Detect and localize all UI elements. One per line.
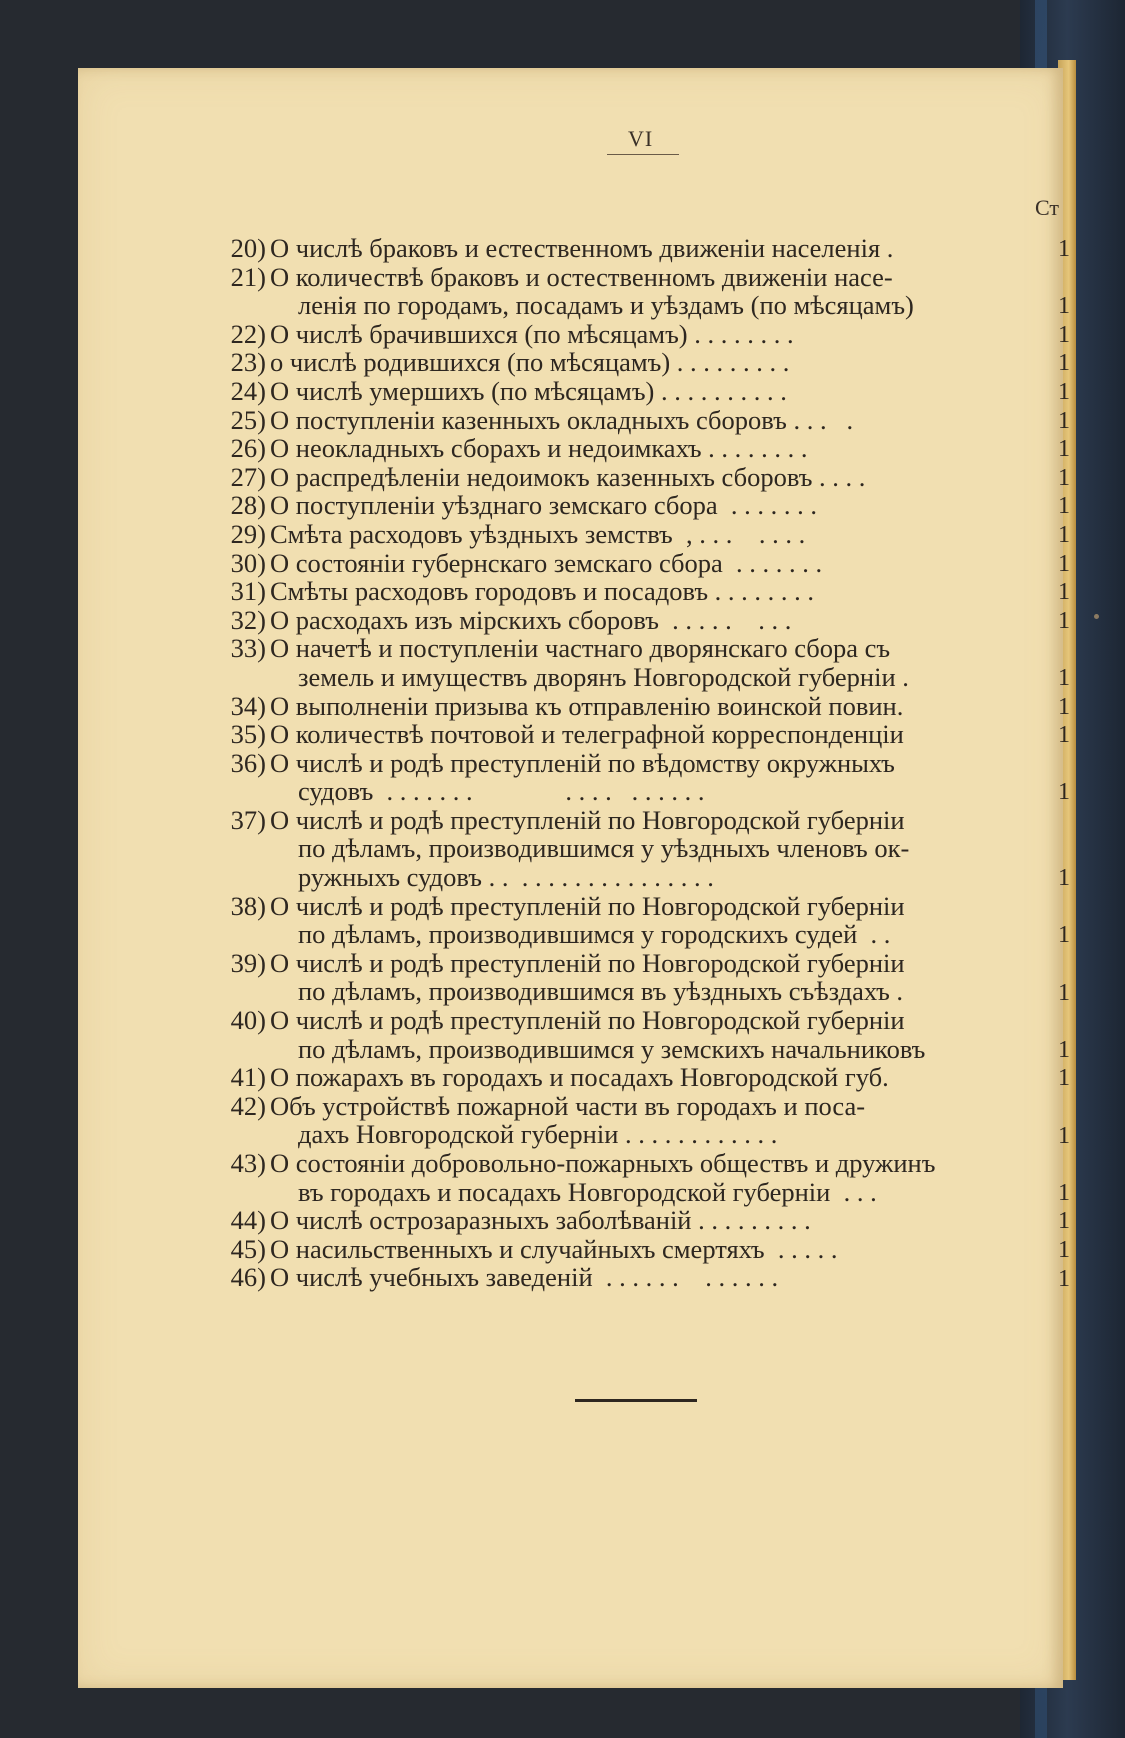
entry-number: 31): [230, 576, 266, 607]
entry-page-number: 1: [1058, 1237, 1070, 1263]
entry-text-line: О числѣ учебныхъ заведеній . . . . . . . . . . . .: [270, 1262, 779, 1293]
entry-text-line: О числѣ умершихъ (по мѣсяцамъ) . . . . . . . . . .: [270, 375, 787, 406]
entry-number: 35): [230, 719, 266, 750]
entry-text-line: по дѣламъ, производившимся у городскихъ судей . .: [298, 919, 891, 950]
entry-number: 27): [230, 461, 266, 492]
entry-text-line: О неокладныхъ сборахъ и недоимкахъ . . . . . . . .: [270, 433, 808, 464]
entry-text-line: ленія по городамъ, посадамъ и уѣздамъ (по мѣсяцамъ): [298, 290, 914, 321]
entry-number: 23): [230, 347, 266, 378]
entry-number: 40): [230, 1005, 266, 1036]
entry-number: 36): [230, 747, 266, 778]
entry-page-number: 1: [1058, 464, 1070, 491]
entry-number: 39): [230, 947, 266, 978]
entry-text-line: О числѣ острозаразныхъ заболѣваній . . . . . . . . .: [270, 1205, 811, 1236]
entry-number: 41): [230, 1062, 266, 1093]
toc-entry: [208, 749, 1020, 806]
entry-page-number: 1: [1058, 1208, 1070, 1235]
toc-entry: [208, 720, 1020, 749]
toc-entry: [208, 348, 1020, 377]
toc-entry: [208, 806, 1020, 892]
entry-page-number: 1: [1058, 1065, 1070, 1092]
entry-number: 25): [230, 404, 266, 435]
entry-text-line: О поступленiи уѣзднаго земскаго сбора . . . . . . .: [270, 490, 818, 521]
toc-entry: [208, 549, 1020, 578]
toc-entry: [208, 463, 1020, 492]
entry-text-line: въ городахъ и посадахъ Новгородской губерніи . . .: [298, 1176, 877, 1207]
entry-number: 37): [230, 804, 266, 835]
entry-text-line: о числѣ родившихся (по мѣсяцамъ) . . . . . . . . .: [270, 347, 790, 378]
ink-spot: [1094, 614, 1099, 619]
entry-text-line: О числѣ и родѣ преступленій по Новгородской губерніи: [270, 947, 905, 978]
entry-text-line: О распредѣленiи недоимокъ казенныхъ сборовъ . . . .: [270, 461, 866, 492]
entry-text-line: О числѣ браковъ и естественномъ движенiи населенія .: [270, 233, 894, 263]
toc-entry: [208, 1206, 1020, 1235]
entry-page-number: 1: [1058, 293, 1070, 320]
entry-number: 32): [230, 604, 266, 635]
entry-page-number: 1: [1058, 607, 1070, 634]
entry-text-line: О состоянiи добровольно-пожарныхъ обществъ и дружинъ: [270, 1148, 936, 1178]
entry-text-line: О числѣ брачившихся (по мѣсяцамъ) . . . . . . . .: [270, 318, 794, 349]
entry-number: 30): [230, 547, 266, 578]
entry-number: 45): [230, 1233, 266, 1264]
entry-page-number: 1: [1058, 1122, 1070, 1149]
entry-page-number: 1: [1058, 979, 1070, 1006]
entry-number: 22): [230, 318, 266, 349]
entry-text-line: О количествѣ почтовой и телеграфной корреспонденціи: [270, 719, 904, 750]
entry-page-number: 1: [1058, 522, 1070, 548]
toc-entry: [208, 634, 1020, 691]
entry-text-line: Объ устройствѣ пожарной части въ городахъ и поса-: [270, 1090, 866, 1121]
entry-page-number: 1: [1058, 779, 1070, 806]
entry-number: 21): [230, 261, 266, 292]
toc-entry: [208, 434, 1020, 463]
toc-entry: [208, 406, 1020, 435]
entry-text-line: дахъ Новгородской губерніи . . . . . . . . . . . .: [298, 1119, 778, 1150]
entry-page-number: 1: [1058, 579, 1070, 606]
entry-number: 34): [230, 690, 266, 721]
entry-text-line: Смѣта расходовъ уѣздныхъ земствъ , . . . . . . .: [270, 518, 806, 549]
entry-text-line: О состоянiи губернскаго земскаго сбора . . . . . . .: [270, 547, 823, 578]
toc-entry: [208, 892, 1020, 949]
entry-text-line: О числѣ и родѣ преступленій по вѣдомству окружныхъ: [270, 747, 895, 778]
toc-entry: [208, 377, 1020, 406]
entry-page-number: 1: [1058, 407, 1070, 434]
entry-text-line: Смѣты расходовъ городовъ и посадовъ . . . . . . . .: [270, 576, 815, 607]
toc-entry: [208, 1263, 1020, 1292]
toc-entry: [208, 1235, 1020, 1264]
entry-text-line: О пожарахъ въ городахъ и посадахъ Новгородской губ.: [270, 1062, 889, 1093]
entry-page-number: 1: [1058, 922, 1070, 949]
toc-entry: [208, 692, 1020, 721]
entry-page-number: 1: [1058, 493, 1070, 520]
toc-entry: [208, 606, 1020, 635]
entry-number: 44): [230, 1205, 266, 1236]
entry-page-number: 1: [1058, 865, 1070, 892]
entry-page-number: 1: [1058, 550, 1070, 577]
entry-text-line: О количествѣ браковъ и остественномъ движенiи насе-: [270, 261, 893, 292]
entry-page-number: 1: [1058, 1036, 1070, 1063]
entry-text-line: земель и имуществъ дворянъ Новгородской губерніи .: [298, 661, 909, 692]
entry-number: 26): [230, 433, 266, 464]
entry-text-line: О числѣ и родѣ преступленій по Новгородской губерніи: [270, 890, 905, 921]
table-of-contents: [208, 234, 1020, 1292]
entry-text-line: по дѣламъ, производившимся у уѣздныхъ членовъ ок-: [298, 833, 910, 864]
entry-number: 29): [230, 518, 266, 549]
entry-text-line: О поступленiи казенныхъ окладныхъ сборовъ . . . .: [270, 404, 854, 435]
toc-entry: [208, 949, 1020, 1006]
toc-entry: [208, 1092, 1020, 1149]
entry-text-line: по дѣламъ, производившимся у земскихъ начальниковъ: [298, 1033, 926, 1064]
entry-text-line: судовъ . . . . . . . . . . . . . . . . .: [298, 776, 705, 807]
entry-page-number: 1: [1058, 379, 1070, 405]
entry-text-line: О расходахъ изъ мiрскихъ сборовъ . . . . . . . .: [270, 604, 792, 635]
page-column-heading: Ст: [1035, 195, 1059, 220]
entry-text-line: О насильственныхъ и случайныхъ смертяхъ . . . . .: [270, 1233, 838, 1264]
entry-page-number: 1: [1058, 665, 1070, 691]
toc-entry: [208, 1063, 1020, 1092]
entry-text-line: О выполненiи призыва къ отправленiю воинской повин.: [270, 690, 904, 721]
entry-text-line: по дѣламъ, производившимся въ уѣздныхъ съѣздахъ .: [298, 976, 904, 1007]
entry-number: 38): [230, 890, 266, 921]
toc-entry: [208, 577, 1020, 606]
entry-number: 42): [230, 1090, 266, 1121]
page-folio: VI: [628, 126, 654, 151]
entry-text-line: О числѣ и родѣ преступленій по Новгородской губерніи: [270, 804, 905, 835]
entry-number: 46): [230, 1262, 266, 1293]
entry-number: 43): [230, 1148, 266, 1178]
entry-page-number: 1: [1058, 436, 1070, 463]
entry-page-number: 1: [1058, 236, 1070, 262]
entry-page-number: 1: [1058, 693, 1070, 720]
end-rule: [575, 1399, 697, 1402]
toc-entry: [208, 1149, 1020, 1206]
toc-entry: [208, 1006, 1020, 1063]
toc-entry: [208, 263, 1020, 320]
entry-page-number: 1: [1058, 321, 1070, 348]
entry-text-line: О числѣ и родѣ преступленій по Новгородской губерніи: [270, 1005, 905, 1036]
folio-rule: [607, 154, 679, 155]
entry-number: 33): [230, 633, 266, 664]
entry-page-number: 1: [1058, 1265, 1070, 1292]
entry-page-number: 1: [1058, 1179, 1070, 1206]
entry-text-line: ружныхъ судовъ . . . . . . . . . . . . . . . . .: [298, 862, 714, 893]
entry-page-number: 1: [1058, 722, 1070, 749]
entry-text-line: О начетѣ и поступленiи частнаго дворянскаго сбора съ: [270, 633, 891, 664]
toc-entry: [208, 234, 1020, 263]
toc-entry: [208, 520, 1020, 549]
toc-entry: [208, 491, 1020, 520]
entry-number: 28): [230, 490, 266, 521]
entry-page-number: 1: [1058, 350, 1070, 377]
toc-entry: [208, 320, 1020, 349]
entry-number: 24): [230, 375, 266, 406]
entry-number: 20): [230, 233, 266, 263]
